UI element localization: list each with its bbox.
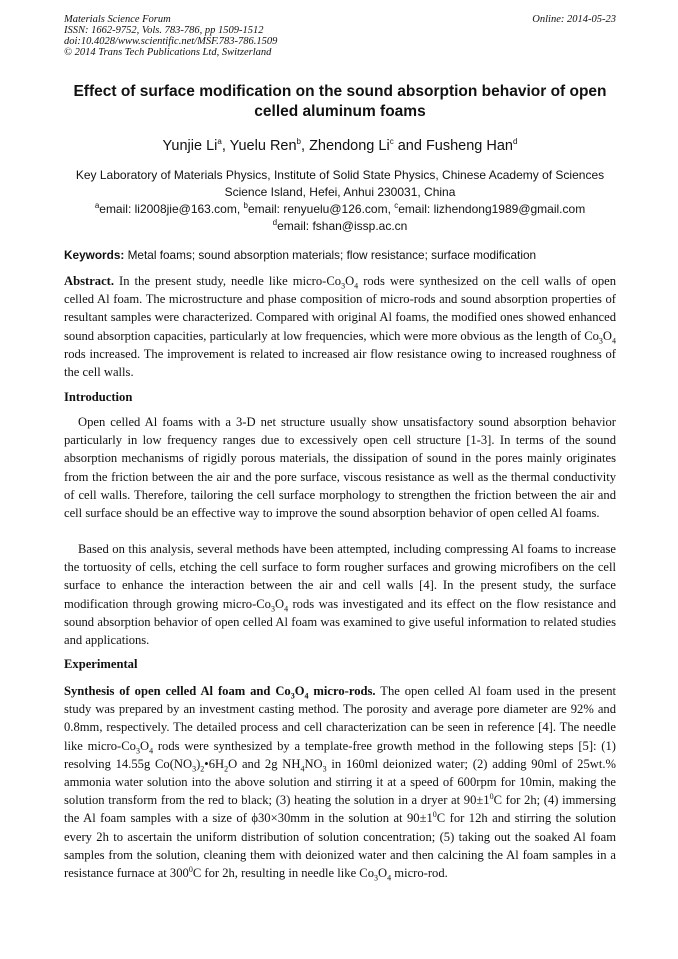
- superscript: 0: [188, 864, 193, 874]
- subsection-text: micro-rods.: [308, 684, 376, 698]
- subscript: 2: [200, 764, 205, 774]
- subsection-text: Synthesis of open celled Al foam and Co: [64, 684, 291, 698]
- author-mark: a: [217, 137, 222, 147]
- exp-text: C for 2h; (4) immersing the Al foam samples with a size of ϕ30×30mm in the solution at 90±1: [64, 793, 616, 826]
- exp-text: O: [378, 866, 388, 881]
- online-date: Online: 2014-05-23: [532, 14, 616, 25]
- subscript: 4: [387, 873, 392, 883]
- intro-text: Based on this analysis, several methods have been attempted, including compressing Al foams to increase the tortuosity of cells, etching the cell surface to form rougher surfaces and growing microfibers on the cell surface to enhance the interaction between the air and cell walls [4]. In the present study, the surface modification through growing micro-Co: [64, 542, 616, 611]
- exp-text: ): [196, 756, 201, 771]
- superscript: 0: [432, 810, 437, 820]
- subsection-text: O: [294, 684, 305, 698]
- subscript: 4: [300, 764, 305, 774]
- exp-text: micro-rod.: [391, 866, 448, 881]
- email-line: [62, 218, 618, 235]
- email-b[interactable]: email: renyuelu@126.com,: [247, 202, 395, 216]
- subscript: 4: [304, 691, 309, 701]
- email-mark: c: [394, 201, 399, 210]
- abstract-text: O: [345, 274, 355, 288]
- keywords-line: [64, 248, 616, 262]
- author-name: Zhendong Li: [309, 138, 390, 154]
- email-d[interactable]: email: fshan@issp.ac.cn: [277, 219, 408, 233]
- author-mark: c: [389, 137, 394, 147]
- author-mark: d: [513, 137, 518, 147]
- abstract-paragraph: [64, 272, 616, 381]
- doi-line: doi:10.4028/www.scientific.net/MSF.783-786.1509: [64, 36, 278, 47]
- subscript: 2: [224, 764, 229, 774]
- email-line: [62, 201, 618, 218]
- exp-text: The open celled Al foam used in the present study was prepared by an investment casting method. The porosity and average pore diameter are 92% and 0.8mm, respectively. The detailed process and cell characterization can be seen in reference [4]. The needle like micro-Co: [64, 684, 616, 753]
- email-a[interactable]: email: li2008jie@163.com,: [99, 202, 244, 216]
- exp-text: O and 2g NH: [228, 756, 301, 771]
- email-c[interactable]: email: lizhendong1989@gmail.com: [398, 202, 586, 216]
- experimental-paragraph: [64, 682, 616, 882]
- copyright-line: © 2014 Trans Tech Publications Ltd, Switzerland: [64, 47, 272, 58]
- abstract-text: O: [602, 328, 612, 343]
- keywords-label: Keywords:: [64, 248, 125, 262]
- intro-paragraph-1: Open celled Al foams with a 3-D net structure usually show unsatisfactory sound absorption behavior particularly in low frequency ranges due to excessively open cell structure [1-3]. In terms of the sound absorption mechanisms of rigidly porous materials, the dissipation of sound in the pores mainly originates from the friction between the air and the pore surface, viscous resistance as well as the thermal conductivity of cell walls. Therefore, tailoring the cell surface morphology to strengthen the friction between the air and cell surface should be an effective way to improve the sound absorption behavior of open celled Al foams.: [64, 415, 616, 521]
- exp-text: O: [139, 738, 150, 753]
- subscript: 3: [322, 764, 327, 774]
- subscript: 3: [192, 764, 197, 774]
- exp-text: C for 2h, resulting in needle like Co: [192, 866, 375, 881]
- keywords-text: Metal foams; sound absorption materials; flow resistance; surface modification: [124, 248, 537, 262]
- intro-paragraph-2: [64, 540, 616, 649]
- abstract-text: rods increased. The improvement is related to increased air flow resistance owing to increased roughness of the cell walls.: [64, 346, 616, 380]
- subscript: 4: [612, 336, 616, 346]
- email-mark: a: [94, 201, 100, 210]
- affiliation-block: [62, 167, 618, 235]
- journal-name: Materials Science Forum: [64, 14, 171, 25]
- subscript: 3: [135, 746, 140, 756]
- exp-text: NO: [304, 756, 323, 771]
- abstract-text: In the present study, needle like micro-Co: [114, 274, 342, 288]
- subscript: 4: [354, 281, 359, 291]
- subscript: 4: [149, 746, 154, 756]
- affiliation-line: Science Island, Hefei, Anhui 230031, China: [224, 185, 456, 199]
- intro-text: O: [274, 596, 285, 611]
- abstract-label: Abstract.: [64, 274, 115, 288]
- intro-text: rods was investigated and its effect on the flow resistance and sound absorption behavior of open celled Al foam was examined to give useful information to related studies and applications.: [64, 596, 616, 648]
- subscript: 4: [284, 604, 289, 614]
- experimental-heading: Experimental: [64, 657, 138, 671]
- exp-text: rods were synthesized by a template-free growth method in the following steps [5]: (1) resolving 14.55g Co(NO: [64, 738, 616, 771]
- subscript: 3: [374, 873, 379, 883]
- author-name: Yuelu Ren: [229, 138, 297, 154]
- exp-text: C for 12h and stirring the solution every 2h to ascertain the uniform distribution of solution concentration; (5) taking out the soaked Al foam samples from the solution, cleaning them with deionized water and then calcining the Al foam samples in a resistance furnace at 300: [64, 811, 616, 881]
- introduction-heading: Introduction: [64, 390, 133, 404]
- subscript: 3: [341, 281, 346, 291]
- subsection-title: [64, 684, 376, 701]
- author-name: Fusheng Han: [425, 138, 513, 154]
- author-mark: b: [296, 137, 301, 147]
- subscript: 3: [290, 691, 295, 701]
- email-mark: b: [243, 201, 248, 210]
- exp-text: in 160ml deionized water; (2) adding 90ml of 25wt.% ammonia water solution into the above solution and stirring it at a speed of 600rpm for 10min, making the solution transform from the red to black; (3) heating the solution in a dryer at 90±1: [64, 756, 616, 808]
- issn-line: ISSN: 1662-9752, Vols. 783-786, pp 1509-1512: [64, 25, 264, 36]
- subscript: 3: [270, 604, 275, 614]
- affiliation-line: Key Laboratory of Materials Physics, Institute of Solid State Physics, Chinese Academy of Sciences: [75, 168, 605, 182]
- abstract-text: rods were synthesized on the cell walls of open celled Al foam. The microstructure and phase composition of micro-rods and sound absorption properties of resultant samples were characterized. Compared with original Al foams, the modified ones showed enhanced sound absorption capacities, particularly at low frequencies, which were more obvious as the length of Co: [64, 274, 616, 343]
- journal-header: [64, 14, 616, 58]
- author-name: Yunjie Li: [162, 138, 218, 154]
- subscript: 3: [598, 336, 603, 346]
- paper-title: Effect of surface modification on the sound absorption behavior of open celled aluminum foams: [73, 83, 607, 120]
- email-mark: d: [272, 218, 278, 227]
- superscript: 0: [489, 792, 494, 802]
- author-list: Yunjie Li$^a$, Yuelu Ren$^b$, Zhendong Li$^c$ and Fusheng Han$^d$: [162, 137, 518, 154]
- exp-text: •6H: [204, 756, 225, 771]
